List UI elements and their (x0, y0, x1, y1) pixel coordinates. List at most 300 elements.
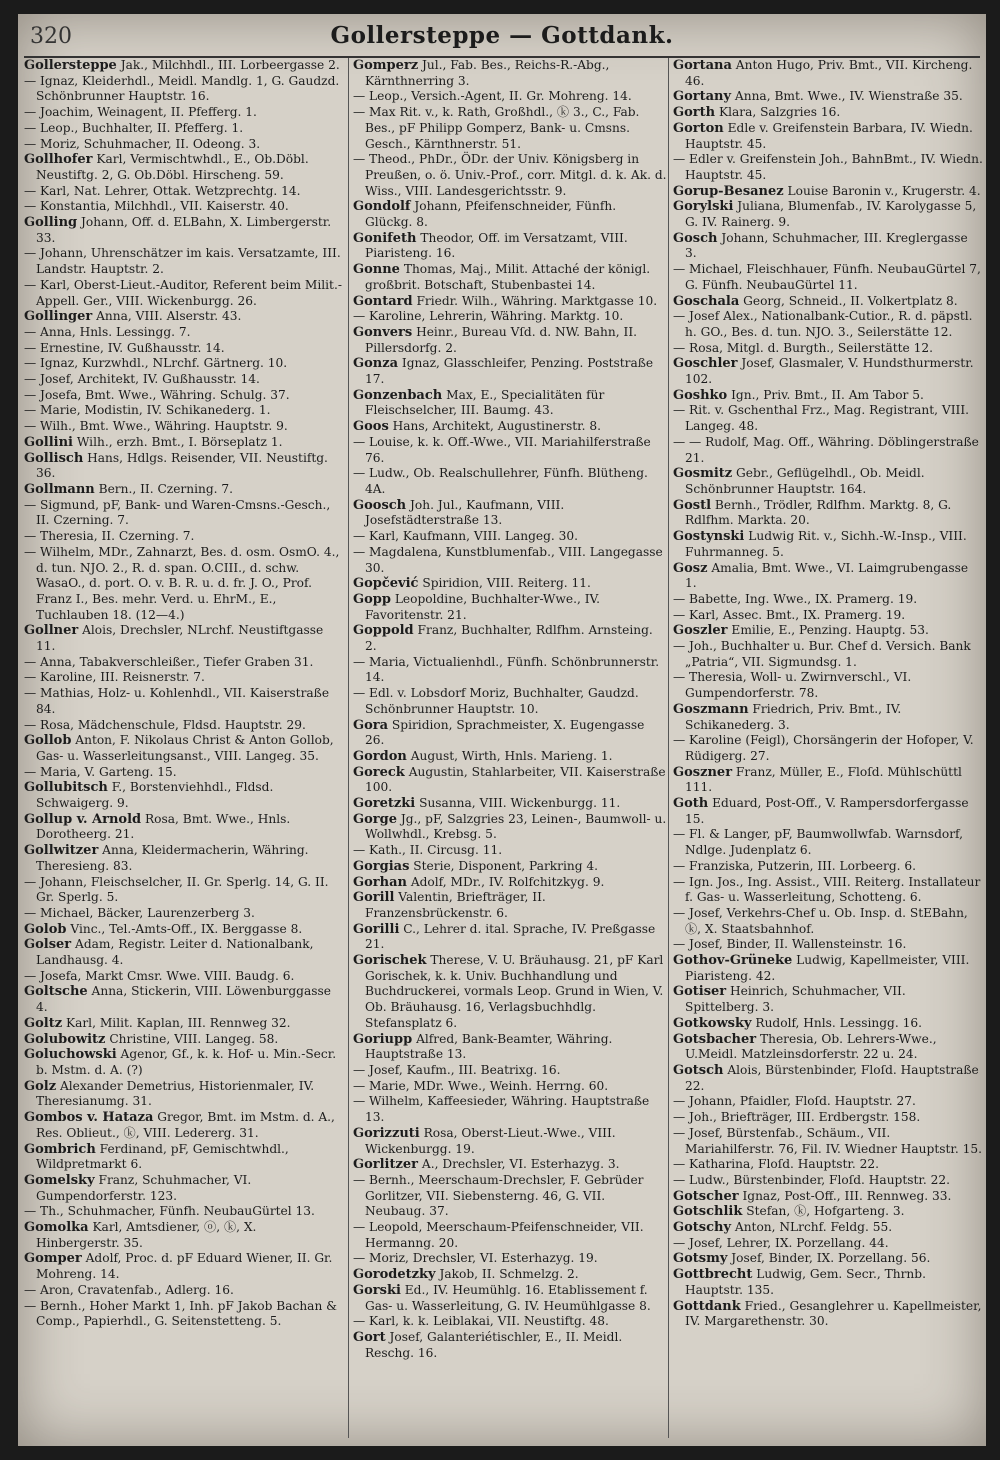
entry-surname: Gorski (353, 1282, 401, 1298)
entry-details: A., Drechsler, VI. Esterhazyg. 3. (418, 1157, 620, 1172)
directory-entry (673, 341, 983, 357)
directory-entry (673, 294, 983, 310)
entry-surname: Gosch (673, 230, 718, 246)
directory-entry (24, 1173, 342, 1204)
directory-entry (24, 435, 342, 451)
entry-details: — Th., Schuhmacher, Fünfh. NeubauGürtel 13. (24, 1204, 315, 1219)
entry-surname: Gosmitz (673, 466, 733, 482)
entry-details: Josef, Galanteriétischler, E., II. Meidl. Reschg. 16. (365, 1329, 623, 1360)
entry-details: — Ludw., Bürstenbinder, Floſd. Hauptstr. 22. (673, 1172, 951, 1187)
directory-entry (24, 403, 342, 419)
directory-entry (353, 105, 667, 152)
entry-details: Karl, Milit. Kaplan, III. Rennweg 32. (62, 1015, 291, 1030)
entry-details: Sterie, Disponent, Parkring 4. (409, 858, 599, 873)
entry-details: Anna, Stickerin, VIII. Löwenburggasse 4. (36, 984, 331, 1015)
entry-surname: Goszner (673, 764, 733, 780)
entry-details: Rosa, Oberst-Lieut.-Wwe., VIII. Wickenburgg. 19. (365, 1125, 616, 1156)
entry-details: Jak., Milchhdl., III. Lorbeergasse 2. (116, 58, 340, 72)
directory-entry (24, 372, 342, 388)
entry-details: Franz, Schuhmacher, VI. Gumpendorferstr. 123. (36, 1172, 252, 1203)
entry-details: — Karl, k. k. Leiblakai, VII. Neustiftg. 48. (353, 1314, 609, 1329)
directory-entry (673, 309, 983, 340)
entry-details: Louise Baronin v., Krugerstr. 4. (783, 183, 981, 198)
directory-entry (353, 718, 667, 749)
entry-surname: Gondolf (353, 199, 411, 215)
entry-surname: Gollini (24, 434, 73, 450)
entry-details: Thomas, Maj., Milit. Attaché der königl. großbrit. Botschaft, Stubenbastei 14. (365, 262, 651, 292)
entry-details: — Anna, Hnls. Lessingg. 7. (24, 324, 191, 339)
directory-entry (673, 199, 983, 230)
entry-details: Gregor, Bmt. im Mstm. d. A., Res. Oblieut., ⓚ, VIII. Ledererg. 31. (36, 1110, 335, 1140)
entry-surname: Gottbrecht (673, 1267, 753, 1283)
directory-entry (353, 796, 667, 812)
entry-details: Klara, Salzgries 16. (715, 105, 841, 120)
entry-details: Juliana, Blumenfab., IV. Karolygasse 5, G. IV. Rainerg. 9. (685, 199, 977, 230)
entry-details: C., Lehrer d. ital. Sprache, IV. Preßgasse 21. (365, 921, 656, 952)
entry-surname: Goltz (24, 1015, 63, 1031)
entry-surname: Goosch (353, 497, 407, 513)
entry-details: — Marie, Modistin, IV. Schikanederg. 1. (24, 403, 271, 418)
page-number: 320 (30, 24, 72, 49)
entry-surname: Gombrich (24, 1141, 96, 1157)
directory-entry (673, 1110, 983, 1126)
entry-details: Edle v. Greifenstein Barbara, IV. Wiedn. Hauptstr. 45. (685, 120, 973, 151)
entry-details: — Johann, Fleischselcher, II. Gr. Sperlg. 14, G. II. Gr. Sperlg. 5. (24, 874, 329, 905)
directory-entry (24, 325, 342, 341)
directory-entry (673, 984, 983, 1015)
entry-surname: Gortany (673, 89, 732, 105)
entry-surname: Gorylski (673, 199, 734, 215)
directory-entry (673, 592, 983, 608)
entry-surname: Goriupp (353, 1031, 413, 1047)
entry-surname: Gonza (353, 356, 399, 372)
directory-entry (673, 875, 983, 906)
entry-details: Friedrich, Priv. Bmt., IV. Schikanederg. 3. (685, 701, 902, 732)
entry-surname: Gorodetzky (353, 1267, 436, 1283)
entry-surname: Gopp (353, 591, 391, 607)
entry-details: — Michael, Fleischhauer, Fünfh. NeubauGürtel 7, G. Fünfh. NeubauGürtel 11. (673, 262, 981, 292)
directory-entry (353, 89, 667, 105)
entry-details: Johann, Pfeifenschneider, Fünfh. Glückg. 8. (365, 199, 617, 230)
entry-details: Anna, Bmt. Wwe., IV. Wienstraße 35. (731, 89, 963, 104)
directory-entry (24, 1204, 342, 1220)
entry-details: — Anna, Tabakverschleißer., Tiefer Graben 31. (24, 654, 314, 669)
entry-surname: Goszler (673, 623, 728, 639)
directory-entry (673, 1063, 983, 1094)
entry-surname: Gortana (673, 58, 732, 73)
directory-entry (24, 1283, 342, 1299)
entry-details: — Wilhelm, Kaffeesieder, Währing. Hauptstraße 13. (353, 1094, 650, 1125)
entry-surname: Gollob (24, 733, 72, 749)
directory-entry (353, 231, 667, 262)
directory-entry (24, 1079, 342, 1110)
entry-surname: Gotsbacher (673, 1031, 757, 1047)
entry-surname: Golob (24, 921, 67, 937)
directory-entry (24, 670, 342, 686)
entry-details: Theresia, Ob. Lehrers-Wwe., U.Meidl. Matzleinsdorferstr. 22 u. 24. (685, 1031, 937, 1062)
directory-entry (24, 482, 342, 498)
entry-surname: Gotsmy (673, 1251, 728, 1267)
entry-details: Agenor, Gf., k. k. Hof- u. Min.-Secr. b. Mstm. d. A. (?) (36, 1047, 337, 1077)
directory-entry (24, 121, 342, 137)
entry-details: — Fl. & Langer, pF, Baumwollwfab. Warnsdorf, Ndlge. Judenplatz 6. (673, 827, 963, 858)
directory-entry (673, 1032, 983, 1063)
directory-entry (24, 686, 342, 717)
entry-details: — Johann, Uhrenschätzer im kais. Versatzamte, III. Landstr. Hauptstr. 2. (24, 246, 341, 277)
entry-details: — Edl. v. Lobsdorf Moriz, Buchhalter, Gaudzd. Schönbrunner Hauptstr. 10. (353, 686, 639, 716)
directory-entry (353, 875, 667, 891)
entry-details: — Konstantia, Milchhdl., VII. Kaiserstr. 40. (24, 199, 289, 214)
running-head: Gollersteppe — Gottdank. (330, 22, 674, 49)
directory-entry (353, 356, 667, 387)
directory-entry (24, 74, 342, 105)
directory-entry (353, 529, 667, 545)
directory-entry (673, 561, 983, 592)
entry-details: — Bernh., Hoher Markt 1, Inh. pF Jakob Bachan & Comp., Papierhdl., G. Seitenstetteng. 5. (24, 1298, 338, 1329)
directory-entry (24, 765, 342, 781)
entry-surname: Gorilli (353, 921, 400, 937)
directory-entry (24, 498, 342, 529)
directory-entry (353, 1267, 667, 1283)
entry-details: Emilie, E., Penzing. Hauptg. 53. (727, 623, 929, 638)
entry-details: Josef, Glasmaler, V. Hundsthurmerstr. 102. (685, 356, 974, 387)
directory-entry (673, 1204, 983, 1220)
directory-entry (24, 733, 342, 764)
directory-entry (24, 843, 342, 874)
directory-entry (353, 1079, 667, 1095)
entry-details: — Leopold, Meerschaum-Pfeifenschneider, VII. Hermanng. 20. (353, 1220, 644, 1250)
entry-surname: Gollwitzer (24, 843, 99, 859)
entry-details: Ign., Priv. Bmt., II. Am Tabor 5. (727, 387, 924, 402)
entry-details: Hans, Architekt, Augustinerstr. 8. (388, 419, 601, 434)
entry-details: — Michael, Bäcker, Laurenzerberg 3. (24, 905, 255, 920)
entry-surname: Gomper (24, 1251, 82, 1267)
entry-surname: Gollubitsch (24, 780, 108, 796)
directory-entry (353, 1251, 667, 1267)
entry-details: Rosa, Bmt. Wwe., Hnls. Dorotheerg. 21. (36, 811, 291, 842)
entry-surname: Gorill (353, 890, 395, 906)
directory-entry (673, 765, 983, 796)
entry-details: Jg., pF, Salzgries 23, Leinen-, Baumwoll- u. Wollwhdl., Krebsg. 5. (365, 811, 667, 842)
entry-details: Heinr., Bureau Vſd. d. NW. Bahn, II. Pillersdorfg. 2. (365, 324, 638, 355)
entry-surname: Gomelsky (24, 1172, 95, 1188)
directory-entry (353, 58, 667, 89)
entry-surname: Gollup v. Arnold (24, 811, 142, 827)
entry-details: Ignaz, Post-Off., III. Rennweg. 33. (738, 1188, 952, 1203)
entry-surname: Gonzenbach (353, 387, 443, 403)
entry-details: — Karl, Oberst-Lieut.-Auditor, Referent beim Milit.-Appell. Ger., VIII. Wickenburgg. 26. (24, 277, 342, 308)
entry-details: Jakob, II. Schmelzg. 2. (435, 1267, 579, 1282)
directory-entry (353, 1094, 667, 1125)
entry-details: Anna, Kleidermacherin, Währing. Theresieng. 83. (36, 843, 309, 873)
entry-surname: Gothov-Grüneke (673, 953, 793, 969)
entry-details: — Maria, V. Garteng. 15. (24, 764, 177, 779)
entry-details: Wilh., erzh. Bmt., I. Börseplatz 1. (72, 434, 283, 449)
directory-entry (24, 309, 342, 325)
entry-details: Adam, Registr. Leiter d. Nationalbank, Landhausg. 4. (36, 937, 314, 968)
entry-details: — Johann, Pfaidler, Floſd. Hauptstr. 27. (673, 1094, 916, 1109)
directory-entry (353, 655, 667, 686)
directory-entry (24, 58, 342, 74)
entry-details: — Karl, Nat. Lehrer, Ottak. Wetzprechtg. 14. (24, 183, 301, 198)
directory-entry (673, 1299, 983, 1330)
directory-page (18, 14, 986, 1446)
directory-entry (353, 1126, 667, 1157)
directory-entry (24, 1032, 342, 1048)
entry-details: — Ignaz, Kleiderhdl., Meidl. Mandlg. 1, G. Gaudzd. Schönbrunner Hauptstr. 16. (24, 73, 340, 104)
directory-entry (673, 356, 983, 387)
entry-surname: Gontard (353, 293, 413, 309)
entry-details: — Wilhelm, MDr., Zahnarzt, Bes. d. osm. OsmO. 4., d. tun. NJO. 2., R. d. span. O.CIII., d. schw. WasaO., d. port. O. v. B. R. u. d. fr. J. O., Prof. Franz I., Bes. mehr. Verd. u. EhrM., E., Tuchlauben 18. (12—4.) (24, 544, 340, 622)
directory-entry (24, 984, 342, 1015)
directory-entry (353, 294, 667, 310)
entry-details: — Marie, MDr. Wwe., Weinh. Herrng. 60. (353, 1078, 609, 1093)
entry-details: Leopoldine, Buchhalter-Wwe., IV. Favoritenstr. 21. (365, 591, 601, 622)
entry-surname: Gorth (673, 105, 716, 121)
entry-details: Karl, Vermischtwhdl., E., Ob.Döbl. Neustiftg. 2, G. Ob.Döbl. Hirscheng. 59. (36, 152, 309, 182)
entry-details: — Edler v. Greifenstein Joh., BahnBmt., IV. Wiedn. Hauptstr. 45. (673, 152, 983, 182)
entry-details: — Theresia, II. Czerning. 7. (24, 529, 195, 544)
entry-surname: Gomperz (353, 58, 419, 73)
directory-entry (673, 937, 983, 953)
entry-details: Josef, Binder, IX. Porzellang. 56. (727, 1251, 931, 1266)
directory-entry (353, 1063, 667, 1079)
directory-entry (24, 1220, 342, 1251)
directory-entry (24, 922, 342, 938)
entry-surname: Gotscher (673, 1188, 739, 1204)
directory-entry (673, 89, 983, 105)
directory-entry (353, 1314, 667, 1330)
directory-entry (24, 812, 342, 843)
directory-entry (24, 341, 342, 357)
entry-details: Anton Hugo, Priv. Bmt., VII. Kircheng. 46. (685, 58, 973, 88)
directory-entry (353, 419, 667, 435)
directory-entry (673, 702, 983, 733)
directory-entry (353, 890, 667, 921)
entry-details: — Louise, k. k. Off.-Wwe., VII. Mariahilferstraße 76. (353, 434, 651, 465)
entry-details: — Josef, Binder, II. Wallensteinstr. 16. (673, 937, 907, 952)
entry-surname: Gotschy (673, 1220, 732, 1236)
directory-entry (353, 922, 667, 953)
directory-entry (353, 545, 667, 576)
directory-entry (24, 655, 342, 671)
directory-entry (24, 969, 342, 985)
entry-details: — Katharina, Floſd. Hauptstr. 22. (673, 1157, 879, 1172)
directory-entry (24, 388, 342, 404)
entry-details: Anna, VIII. Alserstr. 43. (92, 309, 242, 324)
entry-details: Rudolf, Hnls. Lessingg. 16. (751, 1015, 922, 1030)
entry-details: — Karl, Kaufmann, VIII. Langeg. 30. (353, 529, 579, 544)
entry-details: — Max Rit. v., k. Rath, Großhdl., ⓚ 3., C., Fab. Bes., pF Philipp Gomperz, Bank- u. Cmsns. Gesch., Kärnthnerstr. 51. (353, 105, 640, 151)
directory-entry (24, 1299, 342, 1330)
directory-entry (673, 152, 983, 183)
directory-entry (673, 231, 983, 262)
entry-surname: Golubowitz (24, 1031, 106, 1047)
directory-entry (353, 309, 667, 325)
entry-surname: Gonifeth (353, 230, 417, 246)
column-2 (348, 58, 667, 1438)
directory-entry (24, 937, 342, 968)
entry-details: — Ign. Jos., Ing. Assist., VIII. Reiterg. Installateur f. Gas- u. Wasserleitung, Schotteng. 6. (673, 874, 981, 905)
entry-details: Franz, Müller, E., Floſd. Mühlschüttl 111. (685, 764, 962, 795)
entry-details: Alexander Demetrius, Historienmaler, IV. Theresianumg. 31. (36, 1078, 315, 1109)
directory-entry (673, 608, 983, 624)
directory-entry (673, 388, 983, 404)
entry-details: — Aron, Cravatenfab., Adlerg. 16. (24, 1282, 234, 1297)
directory-entry (673, 1267, 983, 1298)
entry-details: — Josefa, Markt Cmsr. Wwe. VIII. Baudg. 6. (24, 968, 295, 983)
entry-surname: Gostynski (673, 529, 745, 545)
entry-details: — Karoline, Lehrerin, Währing. Marktg. 10. (353, 309, 624, 324)
directory-entry (673, 1016, 983, 1032)
entry-details: Georg, Schneid., II. Volkertplatz 8. (739, 293, 958, 308)
directory-entry (353, 1157, 667, 1173)
directory-entry (353, 812, 667, 843)
entry-details: — Moriz, Schuhmacher, II. Odeong. 3. (24, 136, 261, 151)
entry-details: — Josef Alex., Nationalbank-Cutior., R. d. päpstl. h. GO., Bes. d. tun. NJO. 3., Seilerstätte 12. (673, 309, 973, 339)
directory-entry (673, 623, 983, 639)
directory-entry (673, 859, 983, 875)
entry-surname: Gotschlik (673, 1204, 743, 1220)
entry-details: — Franziska, Putzerin, III. Lorbeerg. 6. (673, 858, 917, 873)
directory-entry (353, 1220, 667, 1251)
directory-entry (353, 1283, 667, 1314)
directory-entry (673, 435, 983, 466)
entry-details: Ludwig Rit. v., Sichh.-W.-Insp., VIII. Fuhrmanneg. 5. (685, 529, 967, 559)
directory-entry (353, 576, 667, 592)
directory-entry (24, 137, 342, 153)
entry-details: — Theresia, Woll- u. Zwirnverschl., VI. Gumpendorferstr. 78. (673, 670, 912, 701)
entry-details: Johann, Off. d. ELBahn, X. Limbergerstr. 33. (36, 215, 332, 245)
entry-details: Spiridion, VIII. Reiterg. 11. (418, 576, 591, 591)
directory-entry (353, 749, 667, 765)
directory-entry (353, 152, 667, 199)
entry-details: F., Borstenviehhdl., Fldsd. Schwaigerg. 9. (36, 780, 274, 811)
directory-entry (673, 827, 983, 858)
entry-details: Eduard, Post-Off., V. Rampersdorfergasse 15. (685, 796, 969, 826)
entry-surname: Goltsche (24, 984, 88, 1000)
entry-surname: Gonne (353, 262, 400, 278)
entry-details: — Karoline (Feigl), Chorsängerin der Hofoper, V. Rüdigerg. 27. (673, 733, 974, 763)
directory-entry (353, 388, 667, 419)
directory-entry (24, 718, 342, 734)
entry-details: — Mathias, Holz- u. Kohlenhdl., VII. Kaiserstraße 84. (24, 686, 330, 716)
directory-entry (24, 152, 342, 183)
entry-surname: Goschala (673, 293, 740, 309)
directory-entry (353, 498, 667, 529)
entry-details: Bern., II. Czerning. 7. (94, 481, 234, 496)
directory-entry (673, 498, 983, 529)
directory-entry (673, 796, 983, 827)
directory-entry (24, 875, 342, 906)
directory-entry (24, 780, 342, 811)
entry-details: — Wilh., Bmt. Wwe., Währing. Hauptstr. 9. (24, 419, 288, 434)
entry-surname: Goreck (353, 764, 405, 780)
entry-surname: Goluchowski (24, 1047, 117, 1063)
directory-entry (673, 58, 983, 89)
directory-entry (673, 733, 983, 764)
directory-entry (24, 1047, 342, 1078)
entry-details: — Ignaz, Kurzwhdl., NLrchf. Gärtnerg. 10. (24, 356, 288, 371)
entry-details: Therese, V. U. Bräuhausg. 21, pF Karl Gorischek, k. k. Univ. Buchhandlung und Buchdruckerei, vormals Leop. Grund in Wien, V. Ob. Bräuhausg. 16, Verlagsbuchhdlg. Stefansplatz 6. (365, 953, 664, 1030)
directory-entry (24, 278, 342, 309)
entry-surname: Gora (353, 717, 389, 733)
column-3 (668, 58, 983, 1438)
entry-surname: Goppold (353, 623, 414, 639)
directory-entry (24, 1142, 342, 1173)
entry-details: Adolf, Proc. d. pF Eduard Wiener, II. Gr. Mohreng. 14. (36, 1251, 333, 1282)
entry-details: — Sigmund, pF, Bank- und Waren-Cmsns.-Gesch., II. Czerning. 7. (24, 497, 331, 528)
directory-entry (673, 1094, 983, 1110)
entry-surname: Gort (353, 1329, 386, 1345)
entry-surname: Gorhan (353, 874, 407, 890)
entry-details: — Joh., Briefträger, III. Erdbergstr. 158. (673, 1110, 921, 1125)
entry-details: — Bernh., Meerschaum-Drechsler, F. Gebrüder Gorlitzer, VII. Siebensterng. 46, G. VII. Neubaug. 37. (353, 1172, 644, 1219)
entry-details: — Rit. v. Gschenthal Frz., Mag. Registrant, VIII. Langeg. 48. (673, 403, 970, 434)
directory-entry (353, 262, 667, 293)
entry-surname: Goshko (673, 387, 728, 403)
entry-surname: Gostl (673, 497, 712, 513)
entry-details: Fried., Gesanglehrer u. Kapellmeister, IV. Margarethenstr. 30. (685, 1298, 982, 1329)
directory-entry (353, 199, 667, 230)
entry-details: Gebr., Geflügelhdl., Ob. Meidl. Schönbrunner Hauptstr. 164. (685, 466, 925, 496)
entry-details: — Moriz, Drechsler, VI. Esterhazyg. 19. (353, 1251, 598, 1266)
entry-surname: Gollersteppe (24, 58, 117, 73)
entry-surname: Gorizzuti (353, 1125, 420, 1141)
directory-entry (24, 1016, 342, 1032)
entry-details: — Josef, Kaufm., III. Beatrixg. 16. (353, 1063, 561, 1077)
directory-entry (673, 1126, 983, 1157)
entry-details: Alois, Bürstenbinder, Floſd. Hauptstraße 22. (685, 1063, 979, 1093)
entry-details: — Magdalena, Kunstblumenfab., VIII. Langegasse 30. (353, 544, 663, 575)
directory-entry (24, 215, 342, 246)
entry-details: — Josef, Verkehrs-Chef u. Ob. Insp. d. StEBahn, ⓚ, X. Staatsbahnhof. (673, 905, 968, 936)
entry-details: — Rosa, Mädchenschule, Fldsd. Hauptstr. 29. (24, 717, 306, 732)
directory-entry (353, 686, 667, 717)
entry-details: Spiridion, Sprachmeister, X. Eugengasse 26. (365, 717, 645, 748)
entry-surname: Goschler (673, 356, 738, 372)
entry-details: — Karoline, III. Reisnerstr. 7. (24, 670, 205, 685)
entry-details: — Karl, Assec. Bmt., IX. Pramerg. 19. (673, 607, 906, 622)
entry-details: August, Wirth, Hnls. Marieng. 1. (406, 748, 613, 763)
entry-details: Johann, Schuhmacher, III. Kreglergasse 3. (685, 230, 968, 261)
entry-details: Heinrich, Schuhmacher, VII. Spittelberg. 3. (685, 984, 906, 1015)
directory-entry (673, 1189, 983, 1205)
entry-details: — Kath., II. Circusg. 11. (353, 843, 503, 858)
entry-details: — Ernestine, IV. Gußhausstr. 14. (24, 340, 225, 355)
directory-entry (673, 906, 983, 937)
directory-entry (353, 466, 667, 497)
directory-entry (24, 451, 342, 482)
entry-details: Anton, NLrchf. Feldg. 55. (731, 1220, 893, 1235)
entry-details: Augustin, Stahlarbeiter, VII. Kaiserstraße 100. (365, 764, 666, 795)
entry-surname: Golling (24, 215, 78, 231)
entry-surname: Goretzki (353, 796, 416, 812)
directory-entry (673, 529, 983, 560)
entry-details: Max, E., Specialitäten für Fleischselcher, III. Baumg. 43. (365, 387, 605, 418)
directory-entry (673, 1236, 983, 1252)
entry-surname: Gordon (353, 748, 407, 764)
directory-entry (673, 262, 983, 293)
entry-surname: Gorton (673, 120, 724, 136)
directory-entry (673, 670, 983, 701)
entry-details: — Ludw., Ob. Realschullehrer, Fünfh. Blütheng. 4A. (353, 466, 648, 496)
entry-surname: Goszmann (673, 701, 749, 717)
directory-entry (24, 105, 342, 121)
entry-surname: Gosz (673, 560, 708, 576)
entry-surname: Gorge (353, 811, 397, 827)
entry-details: Ferdinand, pF, Gemischtwhdl., Wildpretmarkt 6. (36, 1141, 289, 1172)
